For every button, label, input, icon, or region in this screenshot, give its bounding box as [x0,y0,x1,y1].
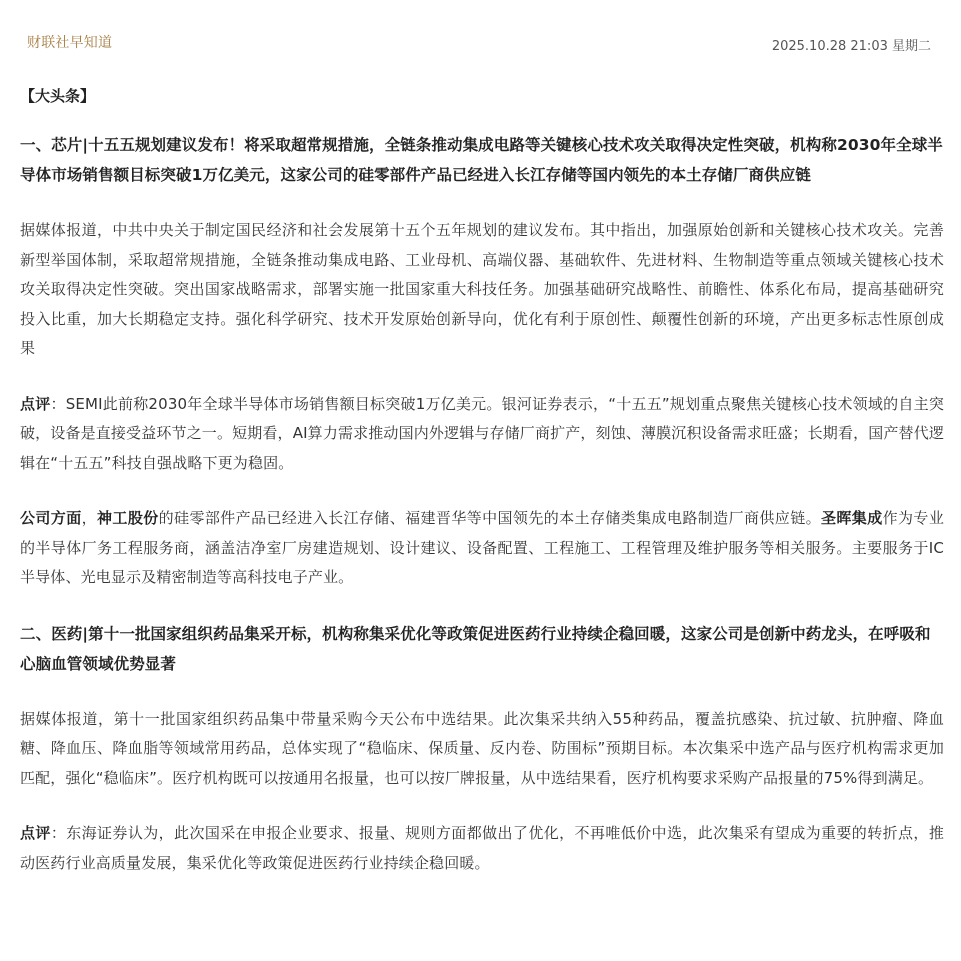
company-paragraph-chip [20,504,944,593]
comment-label: 点评 [20,394,51,413]
company-separator: ， [81,509,98,527]
article-body [20,82,944,904]
company-text-shengong: 的硅零部件产品已经进入长江存储、福建晋华等中国领先的本土存储类集成电路制造厂商供应链。 [158,509,821,527]
publish-datetime: 2025.10.28 21:03 星期二 [771,39,931,54]
company-label: 公司方面 [20,509,82,527]
section-tag: 【大头条】 [20,87,96,105]
comment-paragraph-chip [20,390,944,479]
company-name-shengong: 神工股份 [97,509,159,527]
comment-paragraph-medicine [20,819,944,878]
comment-text: ：SEMI此前称2030年全球半导体市场销售额目标突破1万亿美元。银河证券表示，“十五五”规划重点聚焦关键核心技术领域的自主突破，设备是直接受益环节之一。短期看，AI算力需求推动国内外逻辑与存储厂商扩产，刻蚀、薄膜沉积设备需求旺盛；长期看，国产替代逻辑在“十五五”科技自强战略下更为稳固。 [20,394,944,472]
comment-text: ：东海证券认为，此次国采在申报企业要求、报量、规则方面都做出了优化，不再唯低价中选，此次集采有望成为重要的转折点，推动医药行业高质量发展，集采优化等政策促进医药行业持续企稳回暖。 [20,824,944,872]
article-header [0,0,961,70]
report-paragraph-chip: 据媒体报道，中共中央关于制定国民经济和社会发展第十五个五年规划的建议发布。其中指出，加强原始创新和关键核心技术攻关。完善新型举国体制，采取超常规措施，全链条推动集成电路、工业母机、高端仪器、基础软件、先进材料、生物制造等重点领域关键核心技术攻关取得决定性突破。突出国家战略需求，部署实施一批国家重大科技任务。加强基础研究战略性、前瞻性、体系化布局，提高基础研究投入比重，加大长期稳定支持。强化科学研究、技术开发原始创新导向，优化有利于原创性、颠覆性创新的环境，产出更多标志性原创成果 [20,221,944,357]
headline-medicine: 二、医药|第十一批国家组织药品集采开标，机构称集采优化等政策促进医药行业持续企稳回暖，这家公司是创新中药龙头，在呼吸和心脑血管领域优势显著 [20,624,931,673]
comment-label: 点评 [20,824,51,842]
company-text-shenghui: 作为专业的半导体厂务工程服务商，涵盖洁净室厂房建造规划、设计建议、设备配置、工程施工、工程管理及维护服务等相关服务。主要服务于IC半导体、光电显示及精密制造等高科技电子产业。 [20,509,944,586]
source-label[interactable]: 财联社早知道 [27,35,113,51]
report-paragraph-medicine: 据媒体报道，第十一批国家组织药品集中带量采购今天公布中选结果。此次集采共纳入55种药品，覆盖抗感染、抗过敏、抗肿瘤、降血糖、降血压、降血脂等领域常用药品，总体实现了“稳临床、保质量、反内卷、防围标”预期目标。本次集采中选产品与医疗机构需求更加匹配，强化“稳临床”。医疗机构既可以按通用名报量，也可以按厂牌报量，从中选结果看，医疗机构要求采购产品报量的75%得到满足。 [20,709,944,787]
headline-chip: 一、芯片|十五五规划建议发布！将采取超常规措施，全链条推动集成电路等关键核心技术攻关取得决定性突破，机构称2030年全球半导体市场销售额目标突破1万亿美元，这家公司的硅零部件产品已经进入长江存储等国内领先的本土存储厂商供应链 [20,136,943,184]
company-name-shenghui: 圣晖集成 [821,509,883,527]
